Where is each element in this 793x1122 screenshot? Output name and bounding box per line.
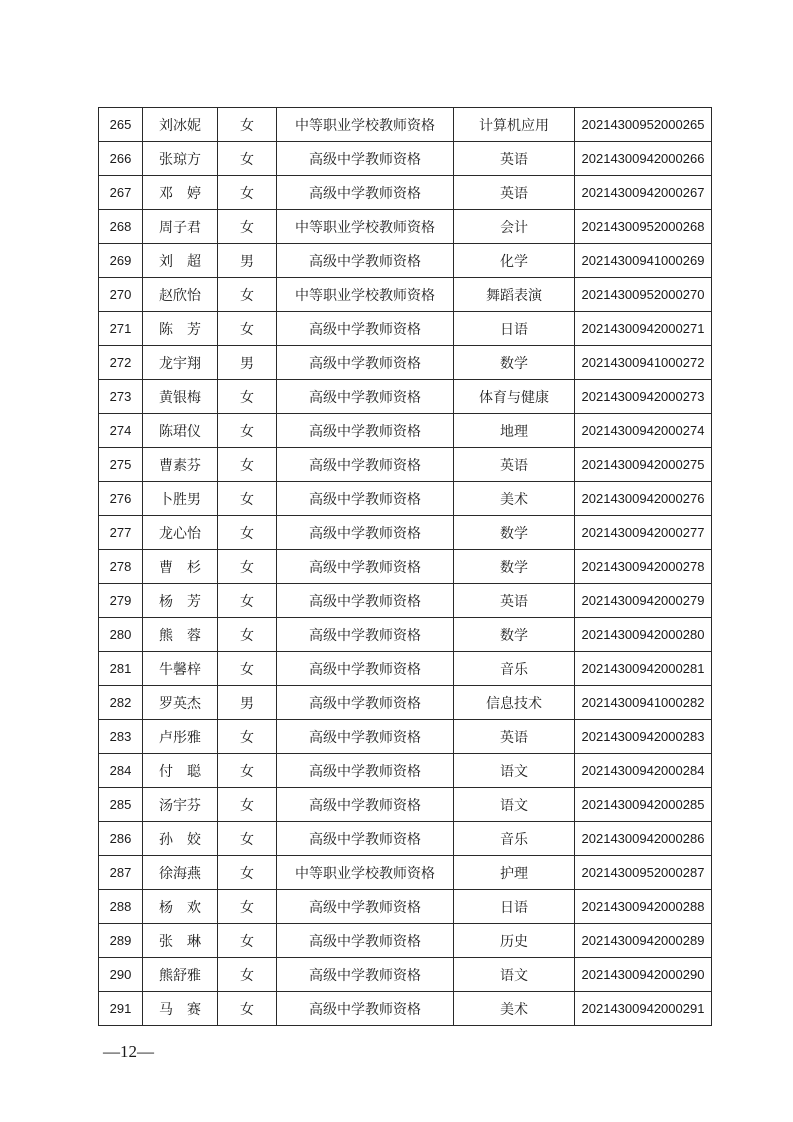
cell-gender: 男: [218, 346, 277, 380]
cell-qualification: 中等职业学校教师资格: [277, 108, 454, 142]
cell-subject: 美术: [454, 992, 575, 1026]
cell-name: 陈 芳: [143, 312, 218, 346]
table-row: [99, 108, 712, 142]
table-row: [99, 346, 712, 380]
cell-qualification: 高级中学教师资格: [277, 618, 454, 652]
cell-subject: 计算机应用: [454, 108, 575, 142]
cell-name: 卢彤雅: [143, 720, 218, 754]
cell-certificate-number: 20214300942000285: [575, 788, 712, 822]
cell-number: 289: [99, 924, 143, 958]
cell-name: 周子君: [143, 210, 218, 244]
cell-qualification: 高级中学教师资格: [277, 346, 454, 380]
cell-certificate-number: 20214300941000272: [575, 346, 712, 380]
certificate-table-container: [98, 107, 712, 1026]
cell-gender: 女: [218, 720, 277, 754]
cell-qualification: 中等职业学校教师资格: [277, 210, 454, 244]
cell-certificate-number: 20214300942000281: [575, 652, 712, 686]
cell-gender: 女: [218, 788, 277, 822]
cell-name: 黄银梅: [143, 380, 218, 414]
cell-certificate-number: 20214300942000276: [575, 482, 712, 516]
table-row: [99, 516, 712, 550]
cell-certificate-number: 20214300942000278: [575, 550, 712, 584]
cell-subject: 日语: [454, 312, 575, 346]
table-row: [99, 992, 712, 1026]
cell-gender: 女: [218, 142, 277, 176]
cell-gender: 女: [218, 312, 277, 346]
cell-name: 杨 芳: [143, 584, 218, 618]
table-row: [99, 210, 712, 244]
cell-certificate-number: 20214300942000266: [575, 142, 712, 176]
cell-qualification: 高级中学教师资格: [277, 788, 454, 822]
cell-number: 272: [99, 346, 143, 380]
cell-subject: 信息技术: [454, 686, 575, 720]
cell-certificate-number: 20214300942000290: [575, 958, 712, 992]
cell-number: 276: [99, 482, 143, 516]
cell-subject: 会计: [454, 210, 575, 244]
cell-name: 赵欣怡: [143, 278, 218, 312]
table-row: [99, 278, 712, 312]
cell-qualification: 高级中学教师资格: [277, 312, 454, 346]
cell-certificate-number: 20214300942000289: [575, 924, 712, 958]
cell-gender: 女: [218, 754, 277, 788]
cell-qualification: 高级中学教师资格: [277, 142, 454, 176]
table-row: [99, 720, 712, 754]
table-row: [99, 618, 712, 652]
cell-subject: 音乐: [454, 652, 575, 686]
cell-gender: 女: [218, 278, 277, 312]
cell-subject: 化学: [454, 244, 575, 278]
cell-qualification: 高级中学教师资格: [277, 992, 454, 1026]
cell-name: 张琼方: [143, 142, 218, 176]
cell-subject: 地理: [454, 414, 575, 448]
cell-gender: 女: [218, 822, 277, 856]
cell-subject: 美术: [454, 482, 575, 516]
cell-certificate-number: 20214300952000287: [575, 856, 712, 890]
cell-gender: 女: [218, 958, 277, 992]
cell-subject: 历史: [454, 924, 575, 958]
cell-gender: 女: [218, 380, 277, 414]
cell-name: 马 赛: [143, 992, 218, 1026]
cell-number: 267: [99, 176, 143, 210]
cell-number: 268: [99, 210, 143, 244]
table-row: [99, 142, 712, 176]
cell-qualification: 高级中学教师资格: [277, 414, 454, 448]
cell-name: 汤宇芬: [143, 788, 218, 822]
table-body: [99, 108, 712, 1026]
table-row: [99, 176, 712, 210]
cell-certificate-number: 20214300942000280: [575, 618, 712, 652]
cell-certificate-number: 20214300942000291: [575, 992, 712, 1026]
cell-name: 卜胜男: [143, 482, 218, 516]
cell-number: 285: [99, 788, 143, 822]
cell-qualification: 高级中学教师资格: [277, 380, 454, 414]
cell-subject: 日语: [454, 890, 575, 924]
cell-subject: 数学: [454, 550, 575, 584]
table-row: [99, 822, 712, 856]
cell-subject: 护理: [454, 856, 575, 890]
cell-gender: 女: [218, 448, 277, 482]
table-row: [99, 890, 712, 924]
cell-certificate-number: 20214300952000268: [575, 210, 712, 244]
table-row: [99, 312, 712, 346]
cell-number: 271: [99, 312, 143, 346]
cell-name: 付 聪: [143, 754, 218, 788]
cell-certificate-number: 20214300942000273: [575, 380, 712, 414]
cell-subject: 数学: [454, 618, 575, 652]
cell-number: 265: [99, 108, 143, 142]
table-row: [99, 686, 712, 720]
cell-name: 陈珺仪: [143, 414, 218, 448]
cell-number: 287: [99, 856, 143, 890]
table-row: [99, 414, 712, 448]
cell-gender: 女: [218, 924, 277, 958]
cell-qualification: 高级中学教师资格: [277, 244, 454, 278]
cell-qualification: 高级中学教师资格: [277, 686, 454, 720]
cell-gender: 女: [218, 856, 277, 890]
cell-number: 279: [99, 584, 143, 618]
table-row: [99, 550, 712, 584]
table-row: [99, 924, 712, 958]
cell-qualification: 高级中学教师资格: [277, 924, 454, 958]
cell-name: 刘冰妮: [143, 108, 218, 142]
cell-qualification: 高级中学教师资格: [277, 754, 454, 788]
cell-number: 275: [99, 448, 143, 482]
cell-name: 张 琳: [143, 924, 218, 958]
cell-number: 269: [99, 244, 143, 278]
cell-gender: 女: [218, 516, 277, 550]
cell-qualification: 高级中学教师资格: [277, 652, 454, 686]
cell-certificate-number: 20214300942000277: [575, 516, 712, 550]
cell-name: 牛馨梓: [143, 652, 218, 686]
cell-number: 270: [99, 278, 143, 312]
cell-number: 280: [99, 618, 143, 652]
cell-name: 罗英杰: [143, 686, 218, 720]
cell-qualification: 高级中学教师资格: [277, 584, 454, 618]
cell-subject: 体育与健康: [454, 380, 575, 414]
cell-name: 徐海燕: [143, 856, 218, 890]
cell-gender: 女: [218, 210, 277, 244]
cell-subject: 舞蹈表演: [454, 278, 575, 312]
cell-name: 孙 姣: [143, 822, 218, 856]
cell-name: 龙心怡: [143, 516, 218, 550]
cell-name: 杨 欢: [143, 890, 218, 924]
cell-certificate-number: 20214300942000288: [575, 890, 712, 924]
cell-subject: 英语: [454, 176, 575, 210]
cell-subject: 英语: [454, 720, 575, 754]
cell-number: 281: [99, 652, 143, 686]
cell-gender: 女: [218, 176, 277, 210]
cell-number: 282: [99, 686, 143, 720]
table-row: [99, 380, 712, 414]
cell-certificate-number: 20214300942000283: [575, 720, 712, 754]
cell-gender: 男: [218, 244, 277, 278]
cell-qualification: 高级中学教师资格: [277, 822, 454, 856]
cell-number: 283: [99, 720, 143, 754]
cell-subject: 语文: [454, 958, 575, 992]
table-row: [99, 584, 712, 618]
cell-number: 273: [99, 380, 143, 414]
cell-qualification: 中等职业学校教师资格: [277, 278, 454, 312]
cell-certificate-number: 20214300942000267: [575, 176, 712, 210]
cell-number: 286: [99, 822, 143, 856]
cell-certificate-number: 20214300941000269: [575, 244, 712, 278]
cell-number: 291: [99, 992, 143, 1026]
cell-number: 266: [99, 142, 143, 176]
cell-qualification: 高级中学教师资格: [277, 720, 454, 754]
table-row: [99, 448, 712, 482]
cell-subject: 英语: [454, 584, 575, 618]
cell-certificate-number: 20214300942000274: [575, 414, 712, 448]
cell-gender: 女: [218, 414, 277, 448]
cell-subject: 语文: [454, 788, 575, 822]
table-row: [99, 244, 712, 278]
cell-number: 290: [99, 958, 143, 992]
cell-gender: 女: [218, 992, 277, 1026]
cell-certificate-number: 20214300942000284: [575, 754, 712, 788]
table-row: [99, 958, 712, 992]
cell-subject: 音乐: [454, 822, 575, 856]
cell-qualification: 高级中学教师资格: [277, 958, 454, 992]
table-row: [99, 482, 712, 516]
cell-gender: 女: [218, 584, 277, 618]
cell-gender: 女: [218, 618, 277, 652]
table-row: [99, 754, 712, 788]
cell-name: 邓 婷: [143, 176, 218, 210]
cell-gender: 女: [218, 550, 277, 584]
cell-qualification: 中等职业学校教师资格: [277, 856, 454, 890]
cell-certificate-number: 20214300952000270: [575, 278, 712, 312]
table-row: [99, 788, 712, 822]
cell-qualification: 高级中学教师资格: [277, 482, 454, 516]
cell-subject: 英语: [454, 142, 575, 176]
cell-gender: 女: [218, 482, 277, 516]
cell-qualification: 高级中学教师资格: [277, 550, 454, 584]
cell-certificate-number: 20214300941000282: [575, 686, 712, 720]
cell-subject: 语文: [454, 754, 575, 788]
cell-certificate-number: 20214300942000275: [575, 448, 712, 482]
cell-subject: 英语: [454, 448, 575, 482]
cell-gender: 女: [218, 108, 277, 142]
cell-subject: 数学: [454, 346, 575, 380]
table-row: [99, 856, 712, 890]
cell-name: 熊舒雅: [143, 958, 218, 992]
cell-name: 曹素芬: [143, 448, 218, 482]
cell-gender: 男: [218, 686, 277, 720]
cell-qualification: 高级中学教师资格: [277, 448, 454, 482]
cell-number: 277: [99, 516, 143, 550]
cell-gender: 女: [218, 890, 277, 924]
cell-certificate-number: 20214300942000271: [575, 312, 712, 346]
cell-number: 288: [99, 890, 143, 924]
cell-subject: 数学: [454, 516, 575, 550]
cell-gender: 女: [218, 652, 277, 686]
cell-number: 274: [99, 414, 143, 448]
cell-name: 龙宇翔: [143, 346, 218, 380]
cell-name: 刘 超: [143, 244, 218, 278]
cell-qualification: 高级中学教师资格: [277, 176, 454, 210]
cell-certificate-number: 20214300942000279: [575, 584, 712, 618]
cell-certificate-number: 20214300952000265: [575, 108, 712, 142]
certificate-table: [98, 107, 712, 1026]
table-row: [99, 652, 712, 686]
cell-number: 278: [99, 550, 143, 584]
cell-qualification: 高级中学教师资格: [277, 890, 454, 924]
cell-certificate-number: 20214300942000286: [575, 822, 712, 856]
cell-number: 284: [99, 754, 143, 788]
page-number: —12—: [103, 1042, 154, 1061]
cell-name: 熊 蓉: [143, 618, 218, 652]
cell-name: 曹 杉: [143, 550, 218, 584]
cell-qualification: 高级中学教师资格: [277, 516, 454, 550]
